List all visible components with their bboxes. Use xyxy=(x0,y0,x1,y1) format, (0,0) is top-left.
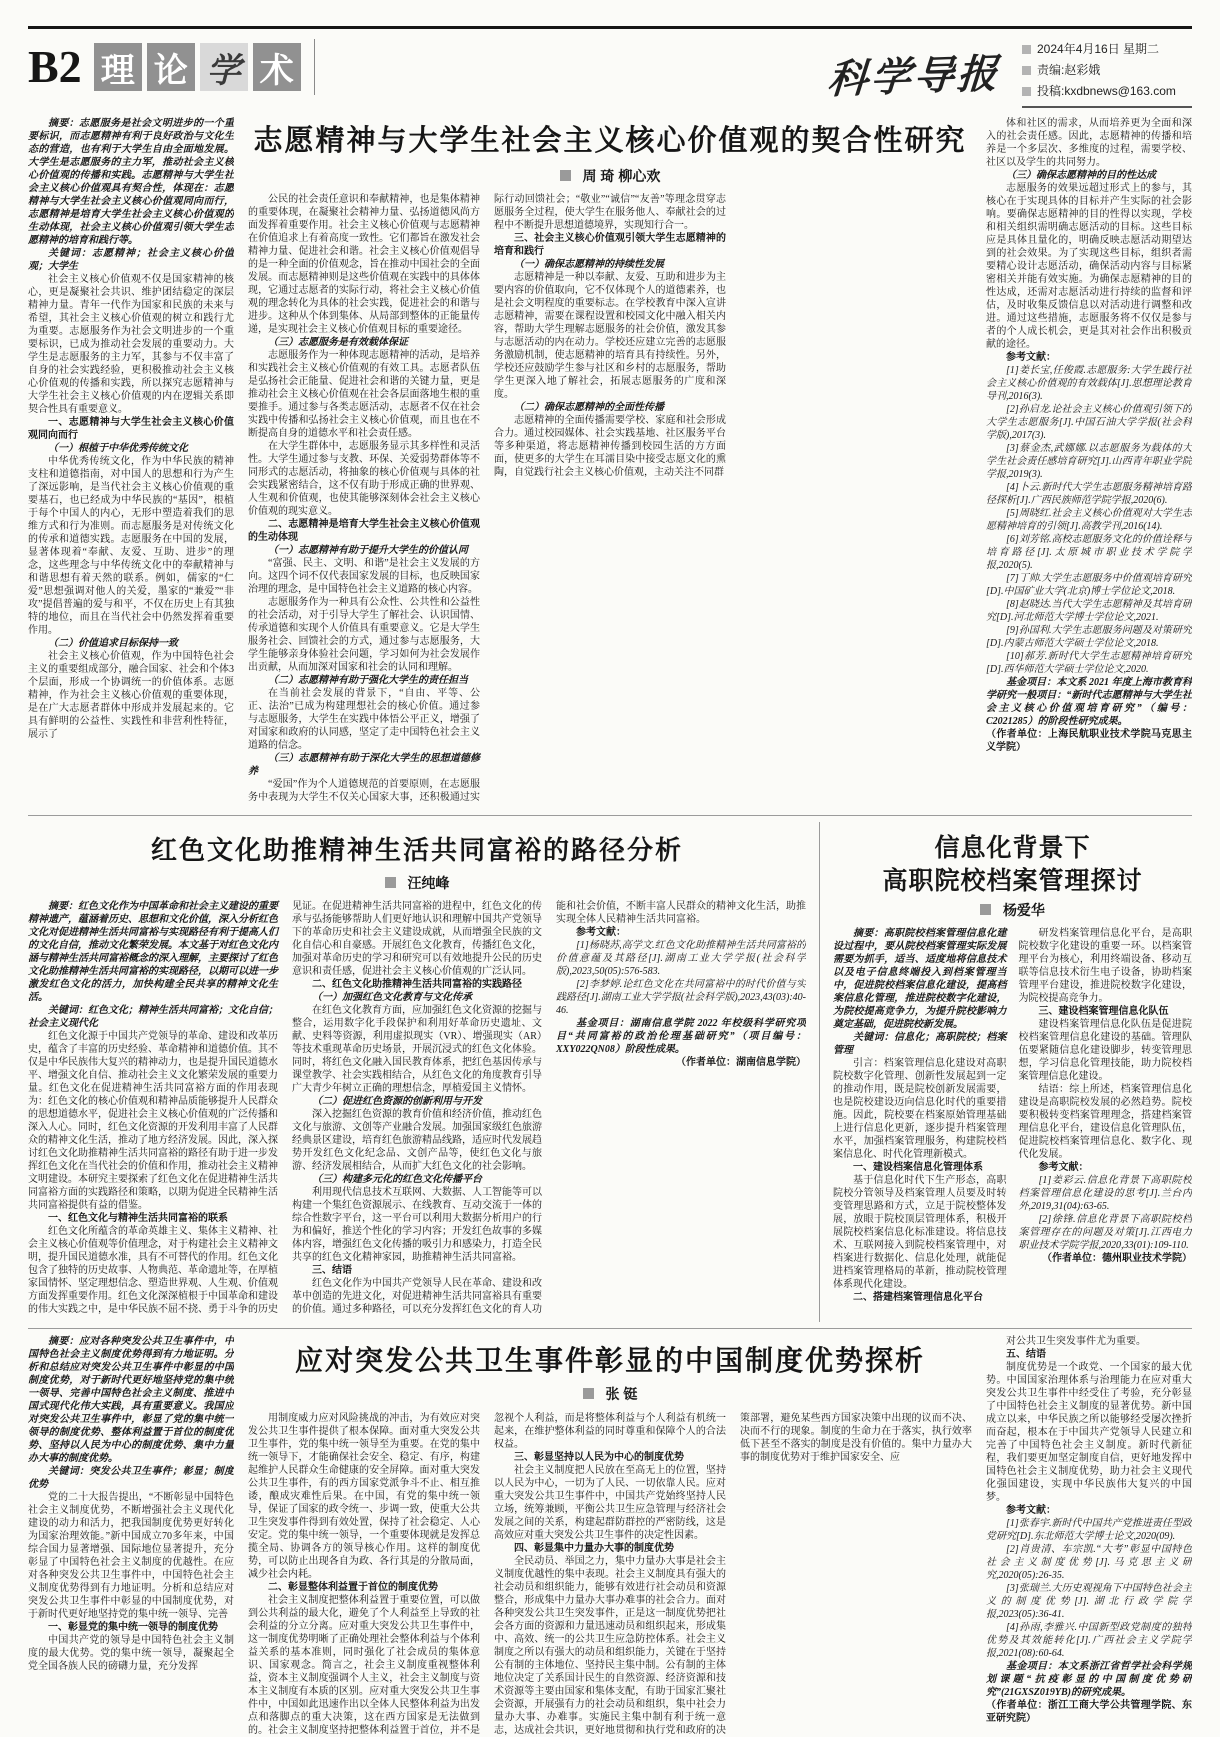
section-heading: 三、彰显坚持以人民为中心的制度优势 xyxy=(514,1451,684,1463)
reference-item: [6]刘芳铭.高校志愿服务文化的价值诠释与培育路径[J].太原城市职业技术学院学报,2020(5). xyxy=(986,534,1192,571)
reference-item: [4]卜云.新时代大学生志愿服务精神培育路径探析[J].广西民族师范学院学报,2020(6). xyxy=(986,482,1192,506)
article-volunteer-spirit xyxy=(28,117,1192,809)
body-paragraph: 志愿精神是一种以奉献、友爱、互助和进步为主要内容的价值取向，它不仅体现个人的道德素养，也是社会文明程度的重要标志。在学校教育中深入宣讲志愿精神，需要在课程设置和校园文化中融入相关内容，帮助大学生理解志愿服务的社会价值，激发其参与志愿活动的内在动力。学校还应建立完善的志愿服务激励机制，使志愿精神的培育具有持续性。另外，学校还应鼓励学生参与社区和乡村的志愿服务，帮助学生更深入地了解社会，拓展志愿服务的广度和深度。 xyxy=(494,271,726,400)
byline-square-icon xyxy=(385,877,396,888)
body-paragraph: 引言：档案管理信息化建设对高职院校数字化管理、创新性发展起到一定的推动作用，既是院校创新发展需要，也是院校建设迈向信息化时代的重要措施。因此，院校要在档案原始管理基础上进行信息化更新，逐步提升档案管理水平，加强档案管理服务，构建院校档案信息化、时代化管理新模式。 xyxy=(833,1058,1007,1161)
article3-body-columns xyxy=(833,927,1192,1322)
article3-title-line1: 信息化背景下 xyxy=(934,834,1091,862)
article4-left-column xyxy=(28,1335,234,1737)
body-paragraph: 中国共产党的领导是中国特色社会主义制度的最大优势。党的集中统一领导，凝聚起全党全国各族人民的磅礴力量，充分发挥 xyxy=(28,1635,234,1672)
reference-item: [10]郝芳.新时代大学生志愿精神培育研究[D].西华师范大学硕士学位论文,2020. xyxy=(986,651,1192,675)
author-affiliation: （作者单位：德州职业技术学院） xyxy=(1042,1253,1192,1265)
subsection-heading: （二）促进红色资源的创新利用与开发 xyxy=(312,1095,482,1107)
submission-row xyxy=(1022,81,1192,102)
funding-note: 基金项目：湖南信息学院 2022 年校级科学研究项目“共同富裕的政治伦理基础研究”（项目编号：XXY022QN08）阶段性成果。 xyxy=(556,1017,806,1055)
body-paragraph: 社会主义核心价值观，作为中国特色社会主义的重要组成部分，融合国家、社会和个体3个层面，形成一个协调统一的价值体系。志愿精神，作为社会主义核心价值观的重要体现，是在广大志愿者群体中形成并发展起来的。它具有鲜明的公益性、实践性和非营利性特征，展示了 xyxy=(28,651,234,740)
section-heading: 五、结语 xyxy=(1006,1349,1046,1360)
keywords: 关键词：信息化；高职院校；档案管理 xyxy=(833,1032,1007,1057)
publication-date: 2024年4月16日 星期二 xyxy=(1037,42,1160,56)
bullet-square-icon xyxy=(1022,87,1031,96)
editor-name: 责编:赵彩娥 xyxy=(1037,63,1101,77)
references-label: 参考文献： xyxy=(576,926,626,938)
bullet-square-icon xyxy=(1022,66,1031,75)
article4-body-columns xyxy=(248,1412,972,1737)
reference-item: [1]姜长宝,任俊霞.志愿服务:大学生践行社会主义核心价值观的有效载体[J].思想理论教育导刊,2016(3). xyxy=(986,365,1192,402)
references-label: 参考文献： xyxy=(1006,352,1056,363)
horizontal-divider xyxy=(28,815,1192,816)
section-heading: 一、红色文化与精神生活共同富裕的联系 xyxy=(48,1212,228,1224)
article1-middle-area xyxy=(248,117,972,809)
body-paragraph: 在当前社会发展的背景下，“自由、平等、公正、法治”已成为构建理想社会的核心价值。通过参与志愿服务，大学生在实践中体悟公平正义，增强了对国家和政府的认同感，坚定了走中国特色社会主义道路的信念。 xyxy=(248,687,480,751)
funding-note: 基金项目：本文系浙江省哲学社会科学规划课题“抗疫彰显的中国制度优势研究”(21GXSZ019YB)的研究成果。 xyxy=(986,1661,1192,1698)
section-heading: 一、志愿精神与大学生社会主义核心价值观同向而行 xyxy=(28,417,234,441)
body-paragraph: 志愿服务作为一种体现志愿精神的活动，是培养和实践社会主义核心价值观的有效工具。志愿者队伍是弘扬社会正能量、促进社会和谐的关键力量，更是推动社会主义核心价值观在社会各层面落地生根的重要推手。通过参与各类志愿活动，志愿者不仅在社会实践中传播和弘扬社会主义核心价值观，而且也在不断提高自身的道德水平和社会责任感。 xyxy=(248,349,480,439)
article2-author: 汪纯峰 xyxy=(407,874,450,891)
body-paragraph: 建设档案管理信息化队伍是促进院校档案管理信息化建设的基础。管理队伍要紧随信息化建设脚步，转变管理思想，学习信息化管理技能，助力院校档案管理信息化建设。 xyxy=(1018,1019,1192,1083)
section-heading: 三、建设档案管理信息化队伍 xyxy=(1038,1006,1169,1018)
reference-item: [8]赵晓达.当代大学生志愿精神及其培育研究[D].河北师范大学博士学位论文,2021. xyxy=(986,599,1192,623)
page-number: B2 xyxy=(28,41,82,92)
article4-byline xyxy=(248,1385,972,1403)
section-heading: 三、结语 xyxy=(312,1264,352,1276)
author-affiliation: （作者单位：湖南信息学院） xyxy=(676,1056,806,1068)
subsection-heading: （三）确保志愿精神的目的性达成 xyxy=(1006,170,1156,181)
reference-item: [3]蔡金杰,武娜娜.以志愿服务为载体的大学生社会责任感培育研究[J].山西青年职业学院学报,2019(3). xyxy=(986,443,1192,480)
body-paragraph: 志愿服务作为一种具有公众性、公共性和公益性的社会活动，对于引导大学生了解社会、认识国情、传承道德和实现个人价值具有重要意义。它是大学生服务社会、回馈社会的方式，通过参与志愿服务，大学生能够亲身体验社会问题，学习如何为社会发展作出贡献，从而加深对国家和社会的认同和理解。 xyxy=(248,596,480,673)
body-paragraph: 党的二十大报告提出，“不断彰显中国特色社会主义制度优势，不断增强社会主义现代化建设的动力和活力，把我国制度优势更好转化为国家治理效能。”新中国成立70多年来，中国综合国力显著增强、国际地位显著提升，充分彰显了中国特色社会主义制度的优越性。在应对各种突发公共卫生事件中，中国特色社会主义制度优势得到有力地证明。分析和总结应对突发公共卫生事件中彰显的中国制度优势，对于新时代更好地坚持党的集中统一领导、完善 xyxy=(28,1492,234,1620)
author-affiliation: （作者单位：上海民航职业技术学院马克思主义学院） xyxy=(986,729,1192,753)
funding-note: 基金项目：本文系 2021 年度上海市教育科学研究一般项目：“新时代志愿精神与大学生社会主义核心价值观培育研究”（编号：C2021285）的阶段性研究成果。 xyxy=(986,677,1192,727)
subsection-heading: （一）确保志愿精神的持续性发展 xyxy=(514,258,664,270)
section-heading: 二、红色文化助推精神生活共同富裕的实践路径 xyxy=(312,978,522,990)
article4-author: 张 铤 xyxy=(605,1386,638,1403)
body-paragraph: 公民的社会责任意识和奉献精神，也是集体精神的重要体现，在凝聚社会精神力量、弘扬道德风尚方面发挥着重要作用。社会主义核心价值观与志愿精神在价值追求上有着高度一致性。它们都旨在激发社会精神力量、促进社会和谐。社会主义核心价值观倡导的是一种全面的价值观念，旨在推动中国社会的全面发展。而志愿精神则是这些价值观在实践中的具体体现，它通过志愿者的实际行动，将社会主义核心价值观的理念转化为具体的社会实践，促进社会的和谐与进步。这种从个体到集体、从局部到整体的正能量传递，是实现社会主义核心价值观目标的重要途径。 xyxy=(248,193,480,335)
abstract: 摘要：红色文化作为中国革命和社会主义建设的重要精神遗产，蕴涵着历史、思想和文化价值，深入分析红色文化对促进精神生活共同富裕与实现路径有利于提高人们的文化自信，推动文化繁荣发展。本文基于对红色文化内涵与精神生活共同富裕概念的深入理解，主要探讨了红色文化助推精神生活共同富裕的实现路径，以期可以进一步激发红色文化的活力，加快构建全民共享的精神文化生活。 xyxy=(28,900,278,1003)
article1-left-column xyxy=(28,117,234,809)
section-logo-char-1: 理 xyxy=(94,43,142,91)
article4-headline: 应对突发公共卫生事件彰显的中国制度优势探析 xyxy=(294,1345,925,1376)
byline-square-icon xyxy=(980,904,991,915)
article3-byline xyxy=(833,901,1192,919)
section-heading: 四、彰显集中力量办大事的制度优势 xyxy=(514,1542,674,1554)
section-heading: 二、彰显整体利益置于首位的制度优势 xyxy=(268,1581,438,1593)
body-paragraph: 全民动员、举国之力，集中力量办大事是社会主义制度优越性的集中表现。社会主义制度具有强大的社会动员和组织能力，能够有效进行社会动员和资源整合，形成集中力量办大事办难事的社会合力。面对各种突发公共卫生突发事件，正是这一制度优势把社会各方面的资源和力量迅速动员和组织起来，形成集中、高效、统一的公共卫生应急防控体系。社会主义制度之所以有强大的动员和组织能力，关键在于坚持公有制的主体地位、坚持民主集中制。公有制的主体地位决定了关系国计民生的自然资源、经济资源和技术资源等主要由国家和集体支配，有助于国家汇聚社会资源，开展强有力的社会动员和组织，集中社会力量办大事、办难事。实施民主集中制有利于统一意志，达成社会共识，更好地贯彻和执行党和政府的决策部署，避免某些西方国家决策中出现的议而不决、决而不行的现象。制度的生命力在于落实，执行效率低下甚至不落实的制度是没有价值的。集中力量办大事的制度优势对于维护国家安全、应 xyxy=(494,1412,972,1736)
editor-row xyxy=(1022,60,1192,81)
middle-band xyxy=(28,822,1192,1322)
subsection-heading: （二）志愿精神有助于强化大学生的责任担当 xyxy=(268,674,468,686)
section-logo-char-4: 术 xyxy=(253,43,301,91)
reference-item: [9]孙国利.大学生志愿服务问题及对策研究[D].内蒙古师范大学硕士学位论文,2018. xyxy=(986,625,1192,649)
article3-author: 杨爱华 xyxy=(1002,902,1045,918)
article3-headline xyxy=(833,832,1192,897)
page-header xyxy=(28,26,1192,111)
body-paragraph: 社会主义制度把人民放在至高无上的位置，坚持以人民为中心，一切为了人民、一切依靠人民。应对重大突发公共卫生事件中，中国共产党始终坚持人民立场，统筹兼顾，平衡公共卫生应急管理与经济社会发展之间的关系，构建起群防群控的严密防线，这是高效应对重大突发公共卫生事件的决定性因素。 xyxy=(494,1464,726,1541)
author-affiliation: （作者单位：浙江工商大学公共管理学院、东亚研究院） xyxy=(986,1700,1192,1724)
section-logo-char-3: 学 xyxy=(200,43,248,91)
section-heading: 二、搭建档案管理信息化平台 xyxy=(853,1292,983,1304)
body-paragraph: 体和社区的需求，从而培养更为全面和深入的社会责任感。因此，志愿精神的传播和培养是一个多层次、多维度的过程，需要学校、社区以及学生的共同努力。 xyxy=(986,118,1192,168)
bullet-square-icon xyxy=(1022,45,1031,54)
section-logo-char-2: 论 xyxy=(147,43,195,91)
article-archive-management xyxy=(820,822,1192,1322)
reference-item: [7]丁帅.大学生志愿服务中价值观培育研究[D].中国矿业大学(北京)博士学位论文,2018. xyxy=(986,573,1192,597)
horizontal-divider xyxy=(28,1328,1192,1329)
article1-right-column xyxy=(986,117,1192,809)
body-paragraph: 基于信息化时代下生产形态，高职院校分管领导及档案管理人员要及时转变管理思路和方式，立足于院校整体发展，放眼于院校顶层管理体系，积极开展院校档案信息化标准建设。将信息技术、互联网接入到院校档案管理中，对档案进行数据化、信息化处理，就能促进档案管理格局的革新，推动院校管理体系现代化建设。 xyxy=(833,1175,1007,1291)
references-label: 参考文献： xyxy=(1006,1505,1056,1516)
byline-square-icon xyxy=(560,170,571,181)
newspaper-page xyxy=(28,0,1192,1737)
body-paragraph: 研发档案管理信息化平台，是高职院校数字化建设的重要一环。以档案管理平台为核心，利用终端设备、移动互联等信息技术衍生电子设备，协助档案管理平台建设，推进院校数字化建设，为院校提高竞争力。 xyxy=(1018,928,1192,1005)
section-banner xyxy=(28,39,315,95)
keywords: 关键词：志愿精神；社会主义核心价值观；大学生 xyxy=(28,248,234,272)
body-paragraph: 在大学生群体中，志愿服务显示其多样性和灵活性。大学生通过参与支教、环保、关爱弱势群体等不同形式的志愿活动，将抽象的核心价值观与具体的社会实践紧密结合，这不仅有助于形成正确的世界观、人生观和价值观，也使其能够深刻体会社会主义核心价值观的现实意义。 xyxy=(248,440,480,517)
article1-body-columns xyxy=(248,193,972,809)
body-paragraph: 红色文化作为中国共产党领导人民在革命、建设和改革中创造的先进文化，对促进精神生活共同富裕具有重要的价值。通过多种路径，可以充分发挥红色文化的育人功能和社会价值，不断丰富人民群众的精神文化生活，助推实现全体人民精神生活共同富裕。 xyxy=(292,900,806,1315)
abstract: 摘要：高职院校档案管理信息化建设过程中，要从院校档案管理实际发展需要为抓手，适当、适度地将信息技术以及电子信息终端投入到档案管理当中，促进院校档案信息化建设，提高档案信息化管理，推进院校数字化建设，为院校提高竞争力，为提升院校影响力奠定基础，促进院校新发展。 xyxy=(833,928,1007,1031)
body-paragraph: 用制度威力应对风险挑战的冲击，为有效应对突发公共卫生事件提供了根本保障。面对重大突发公共卫生事件，党的集中统一领导至为重要。在党的集中统一领导下，才能确保社会安全、稳定、有序，构建起维护人民群众生命健康的安全屏障。面对重大突发公共卫生事件，有的西方国家党派争斗不止、相互推诿，酿成灾难性后果。在中国，有党的集中统一领导，保证了国家的政令统一、步调一致，使重大公共卫生突发事件得到有效处置，保持了社会稳定、人心安定。党的集中统一领导，一个重要体现就是发挥总揽全局、协调各方的领导核心作用。这样的制度优势，可以防止出现各自为政、各行其是的分散局面，减少社会内耗。 xyxy=(248,1412,480,1580)
reference-item: [1]张春宇.新时代中国共产党推进责任型政党研究[D].东北师范大学博士论文,2020(09). xyxy=(986,1518,1192,1542)
body-paragraph: 深入挖掘红色资源的教育价值和经济价值，推动红色文化与旅游、文创等产业融合发展。加强国家级红色旅游经典景区建设，培育红色旅游精品线路，适应时代发展趋势开发红色文化纪念品、文创产品等，使红色文化与旅游、经济发展相结合，从而扩大红色文化的社会影响。 xyxy=(292,1108,542,1172)
body-paragraph: 在红色文化教育方面，应加强红色文化资源的挖掘与整合，运用数字化手段保护和利用好革命历史遗址、文献、史料等资源，利用虚拟现实（VR）、增强现实（AR）等技术重现革命历史场景，开展沉浸式的红色文化体验。同时，将红色文化融入国民教育体系，把红色基因传承与课堂教学、社会实践相结合，从红色文化的角度教育引导广大青少年树立正确的理想信念，厚植爱国主义情怀。 xyxy=(292,1004,542,1094)
body-paragraph: 红色文化源于中国共产党领导的革命、建设和改革历史，蕴含了丰富的历史经验、革命精神和道德价值。其不仅是中华民族伟大复兴的精神动力，也是提升国民道德水平、增强文化自信、推动社会主义文化繁荣发展的重要力量。红色文化在促进精神生活共同富裕方面的作用表现为：红色文化的核心价值观和精神品质能够提升人民群众的思想道德水平，促进社会主义核心价值观的广泛传播和深入人心。同时，红色文化资源的开发利用丰富了人民群众的精神文化生活，推动了地方经济发展。因此，深入探讨红色文化助推精神生活共同富裕的路径有助于进一步发挥红色文化在当代社会的价值和作用，推动社会主义精神文明建设。本研究主要探索了红色文化在促进精神生活共同富裕方面的实践路径和策略，以期为促进全民精神生活共同富裕提供有益的借鉴。 xyxy=(28,1030,278,1211)
article2-headline: 红色文化助推精神生活共同富裕的路径分析 xyxy=(150,835,683,865)
section-heading: 一、建设档案信息化管理体系 xyxy=(853,1162,983,1174)
subsection-heading: （二）确保志愿精神的全面性传播 xyxy=(514,401,664,413)
section-heading: 三、社会主义核心价值观引领大学生志愿精神的培育和践行 xyxy=(494,232,726,257)
reference-item: [2]徐锋.信息化背景下高职院校档案管理存在的问题及对策[J].江西电力职业技术学院学报,2020,33(01):109-110. xyxy=(1018,1214,1192,1252)
article1-authors: 周 琦 柳心欢 xyxy=(582,167,661,184)
body-paragraph: 制度优势是一个政党、一个国家的最大优势。中国国家治理体系与治理能力在应对重大突发公共卫生事件中经受住了考验，充分彰显了中国特色社会主义制度的显著优势。新中国成立以来，中华民族之所以能够经受屡次挫折而奋起，根本在于中国共产党领导人民建立和完善了中国特色社会主义制度。新时代新征程，我们要更加坚定制度自信，更好地发挥中国特色社会主义制度优势，助力社会主义现代化强国建设，实现中华民族伟大复兴的中国梦。 xyxy=(986,1362,1192,1503)
article-institutional-advantage xyxy=(28,1335,1192,1737)
submission-email: 投稿:kxdbnews@163.com xyxy=(1037,84,1176,98)
article4-right-column xyxy=(986,1335,1192,1737)
reference-item: [1]姜彩云.信息化背景下高职院校档案管理信息化建设的思考[J].兰台内外,2019,31(04):63-65. xyxy=(1018,1175,1192,1213)
reference-item: [4]孙雨,李雅兴.中国新型政党制度的独特优势及其效能转化[J].广西社会主义学院学报,2021(08):60-64. xyxy=(986,1622,1192,1659)
article4-middle-area xyxy=(248,1335,972,1737)
subsection-heading: （三）志愿服务是有效载体保证 xyxy=(268,336,408,348)
reference-item: [2]孙启龙.论社会主义核心价值观引领下的大学生志愿服务[J].中国石油大学学报(社会科学版),2017(3). xyxy=(986,404,1192,441)
subsection-heading: （一）加强红色文化教育与文化传承 xyxy=(312,991,472,1003)
body-paragraph: 社会主义制度把整体利益置于重要位置，可以做到公共利益的最大化，避免了个人利益至上导致的社会利益的分立分离。应对重大突发公共卫生事件中，这一制度优势明晰了正确处理社会整体利益与个体利益关系的基本准则，同时强化了社会成员的集体意识、国家观念。简言之，社会主义制度重视整体利益，资本主义制度强调个人主义，社会主义制度与资本主义制度有本质的区别。应对重大突发公共卫生事件中，中国如此迅速作出以全体人民整体利益为出发点和落脚点的重大决策，这在西方国家是无法做到的。社会主义制度坚持把整体利益置于首位，并不是忽视个人利益，而是将整体利益与个人利益有机统一起来，在维护整体利益的同时尊重和保障个人的合法权益。 xyxy=(248,1412,726,1736)
reference-item: [5]周晓红.社会主义核心价值观对大学生志愿精神培育的引领[J].高教学刊,2016(14). xyxy=(986,508,1192,532)
body-paragraph: 红色文化所蕴含的革命英雄主义、集体主义精神、社会主义核心价值观等价值理念，对于构建社会主义精神文明，提升国民道德水准，具有不可替代的作用。红色文化包含了独特的历史故事、人物典范、革命遗址等，在厚植家国情怀、坚定理想信念、塑造世界观、人生观、价值观方面发挥重要作用。红色文化深深植根于中国革命和建设的伟大实践之中，是中华民族不屈不挠、勇于斗争的历史见证。在促进精神生活共同富裕的进程中，红色文化的传承与弘扬能够帮助人们更好地认识和理解中国共产党领导下的革命历史和社会主义建设成就，从而增强全民族的文化自信心和自豪感。开展红色文化教育，传播红色文化，加强对革命历史的学习和研究可以有效地提升公民的历史意识和责任感，促进社会主义核心价值观的广泛认同。 xyxy=(28,900,542,1315)
article1-byline xyxy=(248,167,972,185)
body-paragraph: 对公共卫生突发事件尤为重要。 xyxy=(1006,1336,1146,1347)
keywords: 关键词：突发公共卫生事件；彰显；制度优势 xyxy=(28,1466,234,1490)
reference-item: [1]杨晓苏,高学文.红色文化助推精神生活共同富裕的价值意蕴及其路径[J].湖南工业大学学报(社会科学版),2023,50(05):576-583. xyxy=(556,939,806,977)
reference-item: [2]李梦婷.论红色文化在共同富裕中的时代价值与实践路径[J].湖南工业大学学报(社会科学版),2023,43(03):40-46. xyxy=(556,978,806,1016)
reference-item: [3]张瑞兰.大历史观视角下中国特色社会主义的制度优势[J].湖北行政学院学报,2023(05):36-41. xyxy=(986,1583,1192,1620)
body-paragraph: 志愿服务的效果远超过形式上的参与，其核心在于实现具体的目标并产生实际的社会影响。要确保志愿精神的目的性得以实现，学校和相关组织需明确志愿活动的目标。这些目标应是具体且量化的，明确反映志愿活动期望达到的社会效果。为了实现这些目标，组织者需要精心设计志愿活动，确保活动内容与目标紧密相关并能有效实施。为确保志愿精神的目的性达成，还需对志愿活动进行持续的监督和评估，及时收集反馈信息以对活动进行调整和改进。通过这些措施，志愿服务将不仅仅是参与者的个人成长机会，更是其对社会作出积极贡献的途径。 xyxy=(986,183,1192,350)
article2-byline xyxy=(28,874,806,892)
article1-headline: 志愿精神与大学生社会主义核心价值观的契合性研究 xyxy=(253,125,967,157)
references-label: 参考文献： xyxy=(1038,1162,1089,1174)
article-red-culture xyxy=(28,822,819,1322)
body-paragraph: 志愿精神的全面传播需要学校、家庭和社会形成合力。通过校园媒体、社会实践基地、社区服务平台等多种渠道，将志愿精神传播到校园生活的方方面面，使更多的大学生在耳濡目染中接受志愿文化的熏陶，自觉践行社会主义核心价值观，主动关注不同群 xyxy=(494,414,726,478)
section-heading: 二、志愿精神是培育大学生社会主义核心价值观的生动体现 xyxy=(248,518,480,543)
byline-square-icon xyxy=(583,1388,594,1399)
article2-body-columns xyxy=(28,900,806,1322)
body-paragraph: 利用现代信息技术互联网、大数据、人工智能等可以构建一个集红色资源展示、在线教育、互动交流于一体的综合性数字平台，这一平台可以利用大数据分析用户的行为和偏好，推送个性化的学习内容；开发红色故事的多媒体内容，增强红色文化传播的吸引力和感染力，打造全民共享的红色文化精神家园，助推精神生活共同富裕。 xyxy=(292,1186,542,1263)
subsection-heading: （二）价值追求目标保持一致 xyxy=(48,638,178,649)
body-paragraph: 结语：综上所述，档案管理信息化建设是高职院校发展的必然趋势。院校要积极转变档案管理理念，搭建档案管理信息化平台，建设信息化管理队伍，促进院校档案管理信息化、数字化、现代化发展。 xyxy=(1018,1084,1192,1161)
subsection-heading: （三）志愿精神有助于深化大学生的思想道德修养 xyxy=(248,752,480,777)
publication-info xyxy=(1022,39,1192,108)
reference-item: [2]肖贵清、车宗凯.“大考”彰显中国特色社会主义制度优势[J].马克思主义研究,2020(05):26-35. xyxy=(986,1544,1192,1581)
section-heading: 一、彰显党的集中统一领导的制度优势 xyxy=(48,1622,218,1633)
logo-divider xyxy=(314,39,315,95)
subsection-heading: （一）根植于中华优秀传统文化 xyxy=(48,443,188,454)
body-paragraph: 中华优秀传统文化，作为中华民族的精神支柱和道德指南，对中国人的思想和行为产生了深远影响，是当代社会主义核心价值观的重要基石，也已经成为中华民族的“基因”，根植于每个中国人的内心，无形中塑造着我们的思维方式和行为准则。而志愿服务是对传统文化的传承和道德实践。志愿服务在中国的发展，显著体现着“奉献、友爱、互助、进步”的理念，这些理念与中华传统文化中的奉献精神与和谐思想有着天然的联系。例如，儒家的“仁爱”思想强调对他人的关爱，墨家的“兼爱”“非攻”提倡普遍的爱与和平，不仅在历史上有其独特的地位，而且在当代社会中仍然发挥着重要作用。 xyxy=(28,456,234,636)
abstract: 摘要：应对各种突发公共卫生事件中，中国特色社会主义制度优势得到有力地证明。分析和总结应对突发公共卫生事件中彰显的中国制度优势，对于新时代更好地坚持党的集中统一领导、完善中国特色社会主义制度、推进中国式现代化伟大实践，具有重要意义。我国应对突发公共卫生事件中，彰显了党的集中统一领导的制度优势、整体利益置于首位的制度优势、坚持以人民为中心的制度优势、集中力量办大事的制度优势。 xyxy=(28,1336,234,1464)
subsection-heading: （一）志愿精神有助于提升大学生的价值认同 xyxy=(268,544,468,556)
keywords: 关键词：红色文化；精神生活共同富裕；文化自信；社会主义现代化 xyxy=(28,1004,278,1029)
subsection-heading: （三）构建多元化的红色文化传播平台 xyxy=(312,1173,482,1185)
body-paragraph: “爱国”作为个人道德规范的首要原则，在志愿服务中表现为大学生不仅关心国家大事，还积极通过实际行动回馈社会；“敬业”“诚信”“友善”等理念贯穿志愿服务全过程，使大学生在服务他人、奉献社会的过程中不断提升思想道德境界，实现知行合一。 xyxy=(248,193,726,803)
abstract: 摘要：志愿服务是社会文明进步的一个重要标识，而志愿精神有利于良好政治与文化生态的营造，也有利于大学生自由全面地发展。大学生是志愿服务的主力军，推动社会主义核心价值观的传播和实践。志愿精神与大学生社会主义核心价值观具有契合性，体现在：志愿精神与大学生社会主义核心价值观同向而行，志愿精神是培育大学生社会主义核心价值观的生动体现，社会主义核心价值观引领大学生志愿精神的培育和践行等。 xyxy=(28,118,234,246)
body-paragraph: “富强、民主、文明、和谐”是社会主义发展的方向。这四个词不仅代表国家发展的目标，也反映国家治理的理念，是中国特色社会主义道路的核心内容。 xyxy=(248,557,480,595)
masthead-area xyxy=(825,39,1192,108)
publication-date-row xyxy=(1022,39,1192,60)
body-paragraph: 社会主义核心价值观不仅是国家精神的核心，更是凝聚社会共识、维护团结稳定的深层精神力量。青年一代作为国家和民族的未来与希望，其社会主义核心价值观的树立和践行尤为重要。志愿服务作为社会文明进步的一个重要标识，已成为推动社会发展的重要动力。大学生是志愿服务的主力军，其参与不仅丰富了自身的社会实践经验，更积极推动社会主义核心价值观的传播和实践，所以探究志愿精神与大学生社会主义核心价值观的内在逻辑关系即契合性具有重要意义。 xyxy=(28,274,234,415)
article3-title-line2: 高职院校档案管理探讨 xyxy=(882,866,1143,895)
masthead-logo: 科学导报 xyxy=(825,51,1002,102)
